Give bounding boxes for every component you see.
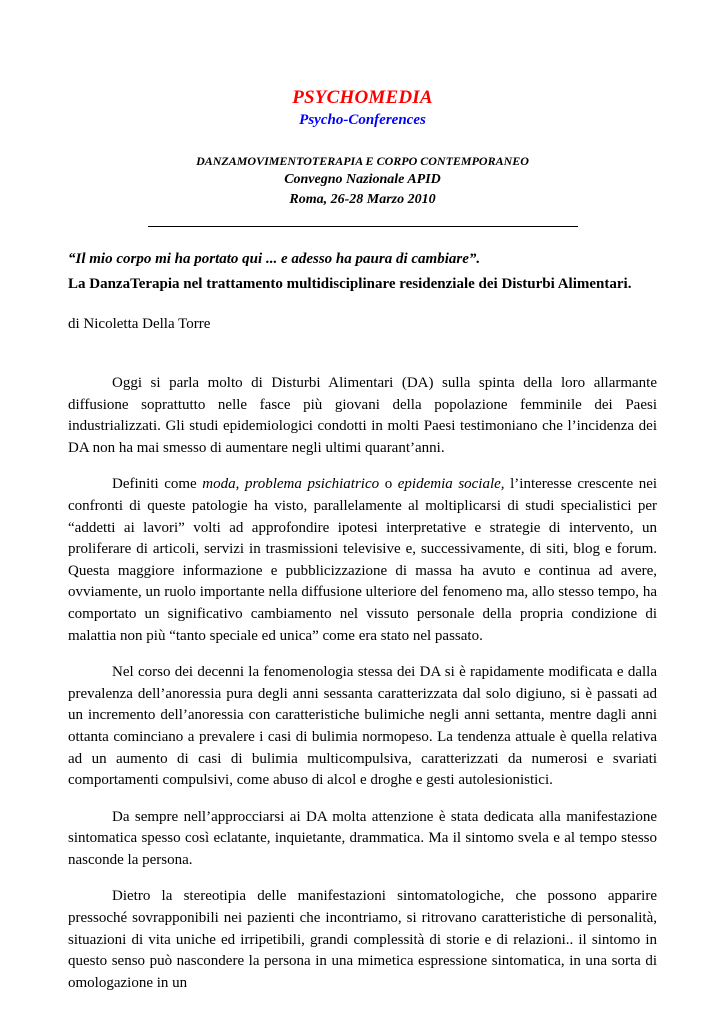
- term-epidemia-sociale: epidemia sociale,: [397, 476, 505, 493]
- article-title: La DanzaTerapia nel trattamento multidisciplinare residenziale dei Disturbi Alimentari.: [68, 276, 632, 292]
- paragraph-2-sep2: o: [379, 476, 398, 493]
- paragraph-2: [68, 474, 657, 647]
- article-author: di Nicoletta Della Torre: [68, 316, 211, 332]
- site-title: PSYCHOMEDIA: [292, 87, 433, 108]
- paragraph-1: Oggi si parla molto di Disturbi Alimentari (DA) sulla spinta della loro allarmante diffusione soprattutto nelle fasce più giovani della popolazione femminile dei Paesi industrializzati. Gli studi epidemiologici condotti in molti Paesi testimoniano che l’incidenza dei DA non ha mai smesso di aumentare negli ultimi quarant’anni.: [68, 375, 657, 456]
- conference-place-date: Roma, 26-28 Marzo 2010: [289, 192, 436, 207]
- paragraph-2-sep1: ,: [235, 476, 245, 493]
- article-quote-title: “Il mio corpo mi ha portato qui ... e adesso ha paura di cambiare”.: [68, 251, 481, 267]
- paragraph-2-rest: l’interesse crescente nei confronti di queste patologie ha visto, parallelamente al moltiplicarsi di studi specialistici per “addetti ai lavori” volti ad approfondire ipotesi interpretative e strategie di intervento, un proliferare di articoli, servizi in trasmissioni televisive e, successivamente, di siti, blog e forum. Questa maggiore informazione e pubblicizzazione di massa ha avuto e continua ad avere, ovviamente, un ruolo importante nella diffusione ulteriore del fenomeno ma, allo stesso tempo, ha comportato un significativo cambiamento nel vissuto personale della propria condizione di malattia non più “tanto speciale ed unica” come era stato nel passato.: [68, 476, 658, 644]
- conference-event: Convegno Nazionale APID: [284, 172, 441, 187]
- paragraph-4: Da sempre nell’approcciarsi ai DA molta attenzione è stata dedicata alla manifestazione sintomatica spesso così eclatante, inquietante, drammatica. Ma il sintomo svela e al tempo stesso nasconde la persona.: [68, 808, 657, 868]
- paragraph-2-lead: Definiti come: [112, 476, 203, 493]
- conference-name: DANZAMOVIMENTOTERAPIA E CORPO CONTEMPORANEO: [196, 154, 529, 168]
- separator-rule: [148, 226, 578, 227]
- site-subtitle: Psycho-Conferences: [299, 112, 426, 128]
- paragraph-3: Nel corso dei decenni la fenomenologia stessa dei DA si è rapidamente modificata e dalla prevalenza dell’anoressia pura degli anni sessanta caratterizzata dal solo digiuno, si è passati ad un incremento dell’anoressia con caratteristiche bulimiche negli anni settanta, mentre dagli anni ottanta cominciano a prevalere i casi di bulimia normopeso. La tendenza attuale è quella relativa ad un aumento di casi di bulimia multicompulsiva, caratterizzati da numerosi e svariati comportamenti compulsivi, come abuso di alcol e droghe e gesti autolesionistici.: [68, 664, 657, 789]
- article-body: [68, 373, 657, 1009]
- term-problema-psichiatrico: problema psichiatrico: [244, 476, 380, 493]
- site-header: [0, 86, 725, 130]
- conference-info: [0, 152, 725, 210]
- term-moda: moda: [202, 476, 236, 493]
- paragraph-5: Dietro la stereotipia delle manifestazioni sintomatologiche, che possono apparire pressoché sovrapponibili nei pazienti che incontriamo, si ritrovano caratteristiche di personalità, situazioni di vita uniche ed irripetibili, grandi complessità di storie e di relazioni.. il sintomo in questo senso può nascondere la persona in una mimetica espressione sintomatica, in una sorta di omologazione in un: [68, 888, 657, 991]
